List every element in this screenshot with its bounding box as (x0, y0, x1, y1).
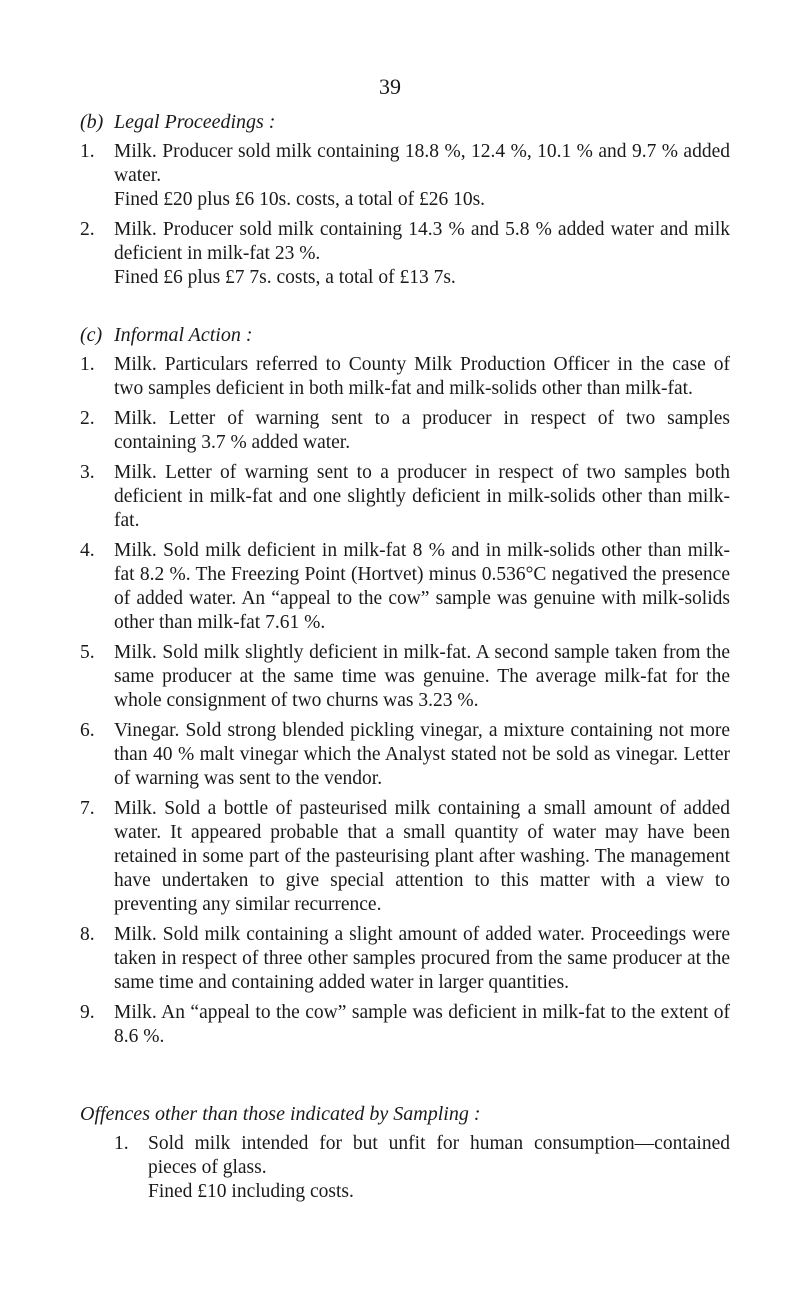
legal-proceedings-section (80, 110, 730, 296)
item-text: Milk. Sold milk slightly deficient in milk-fat. A second sample taken from the same producer at the same time was genuine. The average milk-fat for the whole consignment of two churns was 3.23 %. (114, 642, 730, 711)
section-heading (80, 110, 730, 134)
list-item (80, 797, 730, 917)
list-item (80, 1001, 730, 1049)
item-text: Milk. An “appeal to the cow” sample was deficient in milk-fat to the extent of 8.6 %. (114, 1002, 730, 1047)
item-text: Milk. Producer sold milk containing 18.8 %, 12.4 %, 10.1 % and 9.7 % added water. Fined £20 plus £6 10s. costs, a total of £26 10s. (114, 141, 730, 210)
item-number: 2. (80, 219, 95, 240)
item-number: 3. (80, 462, 95, 483)
list-item (114, 1132, 730, 1204)
item-text: Milk. Sold a bottle of pasteurised milk containing a small amount of added water. It appeared probable that a small quantity of water may have been retained in some part of the pasteurising plant after washing. The management have undertaken to give special attention to this matter with a view to preventing any similar recurrence. (114, 798, 730, 915)
section-title: Offences other than those indicated by Sampling : (80, 1103, 481, 1125)
item-text: Vinegar. Sold strong blended pickling vinegar, a mixture containing not more than 40 % malt vinegar which the Analyst stated not be sold as vinegar. Letter of warning was sent to the vendor. (114, 720, 730, 789)
item-text: Milk. Particulars referred to County Milk Production Officer in the case of two samples deficient in both milk-fat and milk-solids other than milk-fat. (114, 354, 730, 399)
item-number: 4. (80, 540, 95, 561)
list-item (80, 719, 730, 791)
list-item (80, 353, 730, 401)
section-heading (80, 1102, 730, 1126)
item-number: 1. (114, 1133, 129, 1154)
other-offences-section (80, 1102, 730, 1210)
item-number: 1. (80, 354, 95, 375)
item-number: 8. (80, 924, 95, 945)
item-list (114, 1132, 730, 1204)
item-number: 9. (80, 1002, 95, 1023)
list-item (80, 140, 730, 212)
item-text: Milk. Sold milk containing a slight amount of added water. Proceedings were taken in respect of three other samples procured from the same producer at the same time and containing added water in larger quantities. (114, 924, 730, 993)
section-title: Legal Proceedings : (114, 111, 276, 133)
list-item (80, 641, 730, 713)
item-text: Sold milk intended for but unfit for human consumption—contained pieces of glass. Fined £10 including costs. (148, 1133, 730, 1202)
list-item (80, 461, 730, 533)
item-list (80, 140, 730, 290)
informal-action-section (80, 323, 730, 1055)
section-title: Informal Action : (114, 324, 253, 346)
list-item (80, 218, 730, 290)
item-number: 7. (80, 798, 95, 819)
list-item (80, 539, 730, 635)
item-number: 5. (80, 642, 95, 663)
item-text: Milk. Letter of warning sent to a producer in respect of two samples both deficient in milk-fat and one slightly deficient in milk-solids other than milk-fat. (114, 462, 730, 531)
item-text: Milk. Producer sold milk containing 14.3 % and 5.8 % added water and milk deficient in milk-fat 23 %. Fined £6 plus £7 7s. costs, a total of £13 7s. (114, 219, 730, 288)
section-label: (c) (80, 324, 103, 346)
list-item (80, 923, 730, 995)
section-label: (b) (80, 111, 104, 133)
item-list (80, 353, 730, 1049)
item-text: Milk. Sold milk deficient in milk-fat 8 % and in milk-solids other than milk-fat 8.2 %. The Freezing Point (Hortvet) minus 0.536°C negatived the presence of added water. An “appeal to the cow” sample was genuine with milk-solids other than milk-fat 7.61 %. (114, 540, 730, 633)
section-heading (80, 323, 730, 347)
page-number: 39 (379, 74, 401, 99)
item-number: 6. (80, 720, 95, 741)
item-number: 2. (80, 408, 95, 429)
item-text: Milk. Letter of warning sent to a producer in respect of two samples containing 3.7 % added water. (114, 408, 730, 453)
list-item (80, 407, 730, 455)
item-number: 1. (80, 141, 95, 162)
